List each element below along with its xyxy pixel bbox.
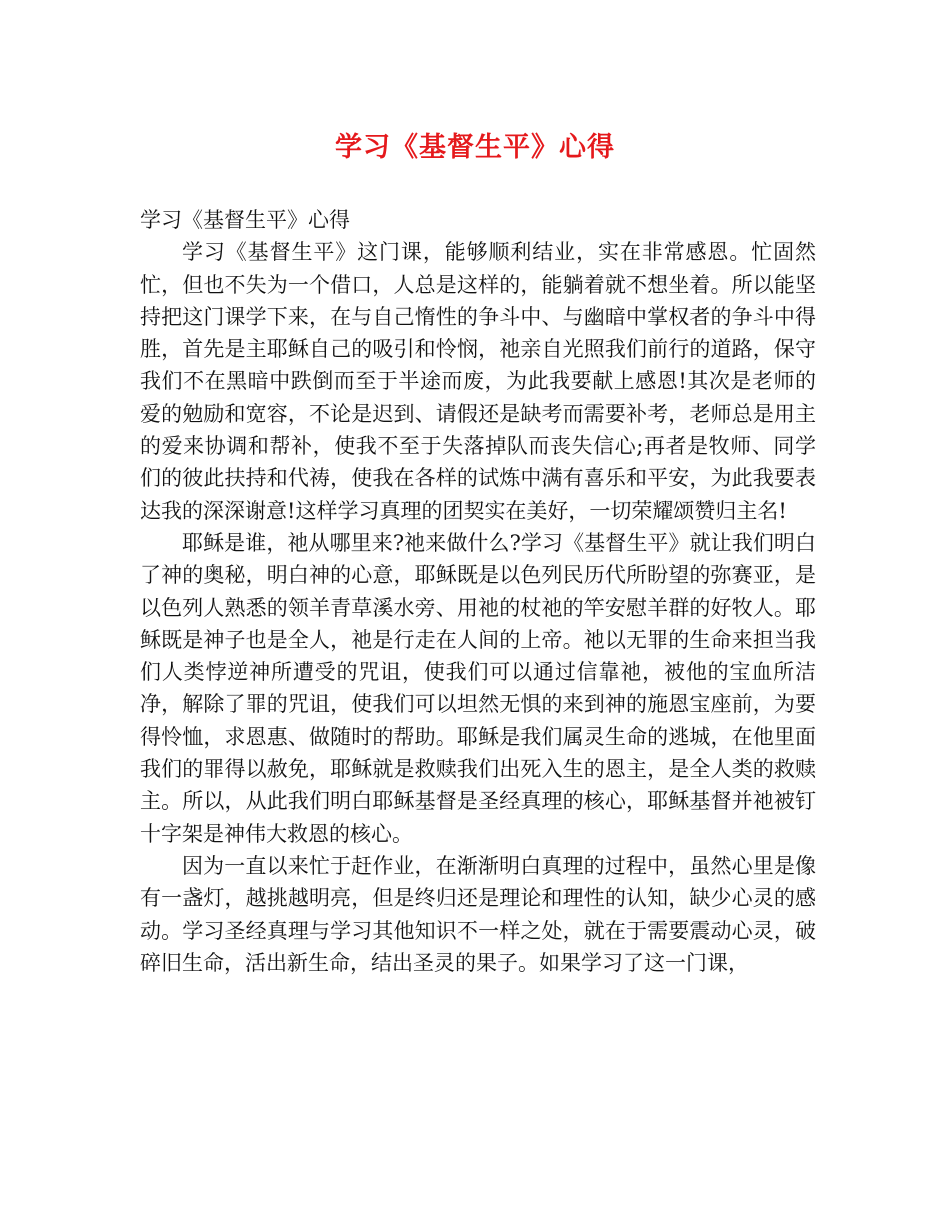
paragraph-3: 因为一直以来忙于赶作业，在渐渐明白真理的过程中，虽然心里是像有一盏灯，越挑越明亮，但是终归还是理论和理性的认知，缺少心灵的感动。学习圣经真理与学习其他知识不一样之处，就在于需要震动心灵，破碎旧生命，活出新生命，结出圣灵的果子。如果学习了这一门课， [140, 853, 816, 975]
paragraph-2: 耶稣是谁，祂从哪里来?祂来做什么?学习《基督生平》就让我们明白了神的奥秘，明白神的心意，耶稣既是以色列民历代所盼望的弥赛亚，是以色列人熟悉的领羊青草溪水旁、用祂的杖祂的竿安慰羊群的好牧人。耶稣既是神子也是全人，祂是行走在人间的上帝。祂以无罪的生命来担当我们人类悖逆神所遭受的咒诅，使我们可以通过信靠祂，被他的宝血所洁净，解除了罪的咒诅，使我们可以坦然无惧的来到神的施恩宝座前，为要得怜恤，求恩惠、做随时的帮助。耶稣是我们属灵生命的逃城，在他里面我们的罪得以赦免，耶稣就是救赎我们出死入生的恩主，是全人类的救赎主。所以，从此我们明白耶稣基督是圣经真理的核心，耶稣基督并祂被钉十字架是神伟大救恩的核心。 [140, 530, 816, 846]
document-body [140, 204, 816, 979]
document-subtitle: 学习《基督生平》心得 [140, 208, 350, 232]
paragraph-1: 学习《基督生平》这门课，能够顺利结业，实在非常感恩。忙固然忙，但也不失为一个借口，人总是这样的，能躺着就不想坐着。所以能坚持把这门课学下来，在与自己惰性的争斗中、与幽暗中掌权者的争斗中得胜，首先是主耶稣自己的吸引和怜悯，祂亲自光照我们前行的道路，保守我们不在黑暗中跌倒而至于半途而废，为此我要献上感恩!其次是老师的爱的勉励和宽容，不论是迟到、请假还是缺考而需要补考，老师总是用主的爱来协调和帮补，使我不至于失落掉队而丧失信心;再者是牧师、同学们的彼此扶持和代祷，使我在各样的试炼中满有喜乐和平安，为此我要表达我的深深谢意!这样学习真理的团契实在美好，一切荣耀颂赞归主名! [140, 240, 816, 523]
document-title: 学习《基督生平》心得 [335, 132, 615, 163]
